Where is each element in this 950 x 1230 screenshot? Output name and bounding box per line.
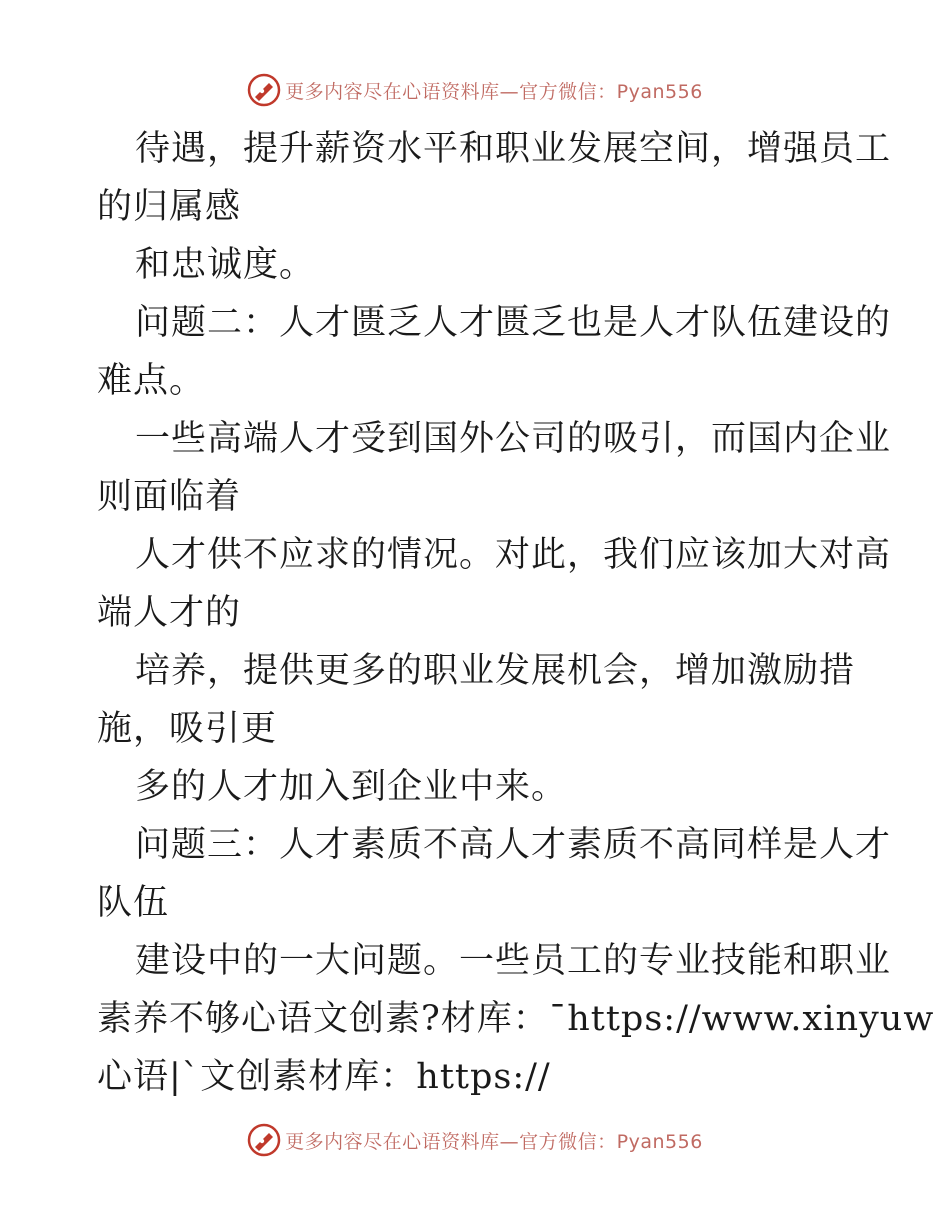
logo-icon: [247, 1123, 281, 1157]
text-line: 心语|`文创素材库：https://: [97, 1057, 551, 1097]
text-line: 的归属感: [97, 187, 242, 227]
text-line: 人才供不应求的情况。对此，我们应该加大对高: [135, 535, 892, 575]
text-line: 队伍: [97, 883, 170, 923]
text-line: 施，吸引更: [97, 709, 278, 749]
text-line: 培养，提供更多的职业发展机会，增加激励措: [135, 651, 856, 691]
text-line: 和忠诚度。: [135, 245, 316, 285]
footer-banner: [0, 1120, 950, 1160]
text-line: 难点。: [97, 361, 206, 401]
text-line: 则面临着: [97, 477, 242, 517]
header-banner: [0, 70, 950, 110]
text-line: 问题三：人才素质不高人才素质不高同样是人才: [135, 825, 892, 865]
text-line: 端人才的: [97, 593, 242, 633]
text-line: 多的人才加入到企业中来。: [135, 767, 568, 807]
text-line: 素养不够心语文创素?材库：¯https://www.xinyuw: [97, 999, 935, 1039]
header-banner-text: 更多内容尽在心语资料库—官方微信：Pyan556: [285, 80, 703, 103]
text-line: 待遇，提升薪资水平和职业发展空间，增强员工: [135, 129, 892, 169]
text-line: 问题二：人才匮乏人才匮乏也是人才队伍建设的: [135, 303, 892, 343]
text-line: 建设中的一大问题。一些员工的专业技能和职业: [135, 941, 892, 981]
logo-icon: [247, 73, 281, 107]
document-body: [97, 120, 935, 1106]
text-line: 一些高端人才受到国外公司的吸引，而国内企业: [135, 419, 892, 459]
footer-banner-text: 更多内容尽在心语资料库—官方微信：Pyan556: [285, 1130, 703, 1153]
